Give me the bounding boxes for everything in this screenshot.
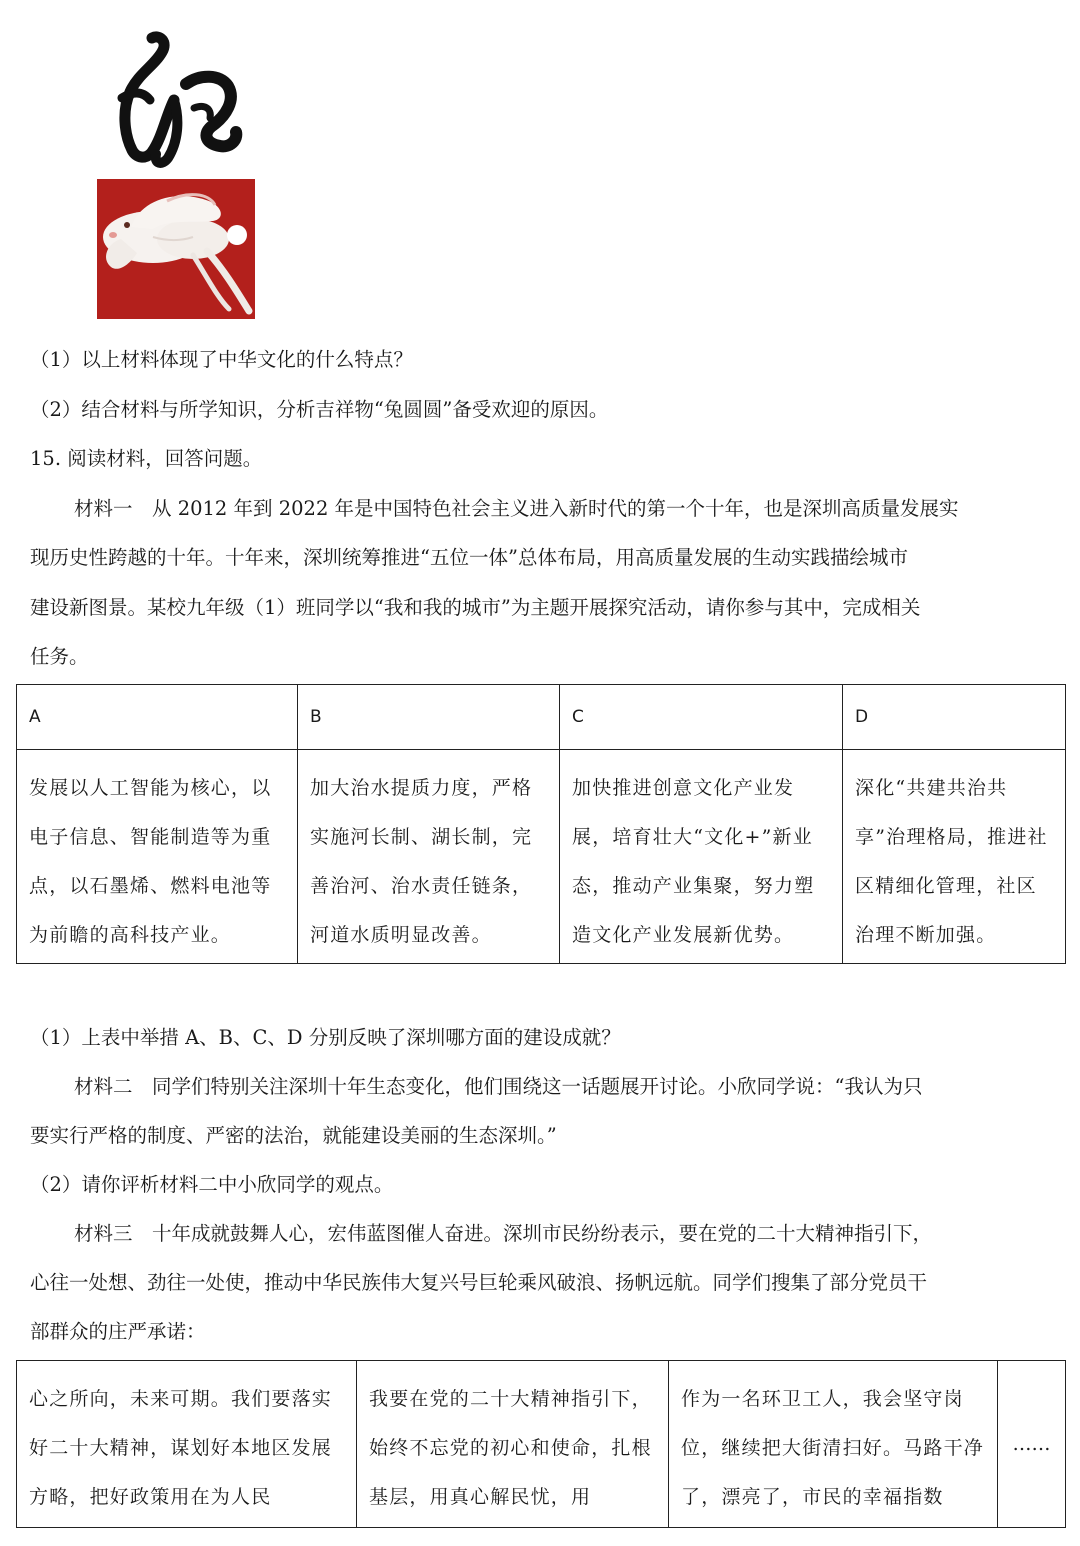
material-3-line: 材料三 十年成就鼓舞人心，宏伟蓝图催人奋进。深圳市民纷纷表示，要在党的二十大精神指引下， (74, 1222, 933, 1245)
material-2-line: 要实行严格的制度、严密的法治，就能建设美丽的生态深圳。” (30, 1124, 557, 1147)
table-header-c: C (560, 685, 843, 750)
material-3-line: 部群众的庄严承诺： (30, 1320, 206, 1343)
pledge-cell: 作为一名环卫工人，我会坚守岗位，继续把大街清扫好。马路干净了，漂亮了，市民的幸福指数 (669, 1361, 998, 1528)
measures-table (16, 684, 1066, 964)
question-14-part-2: （2）结合材料与所学知识，分析吉祥物“兔圆圆”备受欢迎的原因。 (30, 398, 609, 421)
material-2-line: 材料二 同学们特别关注深圳十年生态变化，他们围绕这一话题展开讨论。小欣同学说：“我认为只 (74, 1075, 923, 1098)
pledge-cell: 心之所向，未来可期。我们要落实好二十大精神，谋划好本地区发展方略，把好政策用在为人民 (17, 1361, 357, 1528)
table-header-row (17, 685, 1066, 750)
pledge-ellipsis: …… (998, 1361, 1066, 1528)
question-15-part-1: （1）上表中举措 A、B、C、D 分别反映了深圳哪方面的建设成就？ (30, 1026, 621, 1049)
table-cell-a: 发展以人工智能为核心，以电子信息、智能制造等为重点，以石墨烯、燃料电池等为前瞻的高科技产业。 (17, 750, 298, 964)
table-cell-c: 加快推进创意文化产业发展，培育壮大“文化+”新业态，推动产业集聚，努力塑造文化产业发展新优势。 (560, 750, 843, 964)
question-14-part-1: （1）以上材料体现了中华文化的什么特点？ (30, 348, 413, 371)
question-15-part-2: （2）请你评析材料二中小欣同学的观点。 (30, 1173, 394, 1196)
table-row (17, 750, 1066, 964)
material-1-line: 任务。 (30, 645, 89, 668)
material-1-line: 现历史性跨越的十年。十年来，深圳统筹推进“五位一体”总体布局，用高质量发展的生动实践描绘城市 (30, 546, 908, 569)
pledge-cell: 我要在党的二十大精神指引下，始终不忘党的初心和使命，扎根基层，用真心解民忧，用 (357, 1361, 669, 1528)
table-header-d: D (843, 685, 1066, 750)
material-1-line: 建设新图景。某校九年级（1）班同学以“我和我的城市”为主题开展探究活动，请你参与其中，完成相关 (30, 596, 921, 619)
table-cell-b: 加大治水提质力度，严格实施河长制、湖长制，完善治河、治水责任链条，河道水质明显改善。 (298, 750, 560, 964)
table-header-a: A (17, 685, 298, 750)
pledges-table (16, 1360, 1066, 1528)
table-header-b: B (298, 685, 560, 750)
material-1-line: 材料一 从 2012 年到 2022 年是中国特色社会主义进入新时代的第一个十年，也是深圳高质量发展实 (74, 497, 959, 520)
question-15-title: 15. 阅读材料，回答问题。 (30, 447, 263, 470)
table-row (17, 1361, 1066, 1528)
table-cell-d: 深化“共建共治共享”治理格局，推进社区精细化管理，社区治理不断加强。 (843, 750, 1066, 964)
calligraphy-image (108, 30, 244, 168)
rabbit-mascot-image (97, 179, 255, 319)
material-3-line: 心往一处想、劲往一处使，推动中华民族伟大复兴号巨轮乘风破浪、扬帆远航。同学们搜集了部分党员干 (30, 1271, 928, 1294)
